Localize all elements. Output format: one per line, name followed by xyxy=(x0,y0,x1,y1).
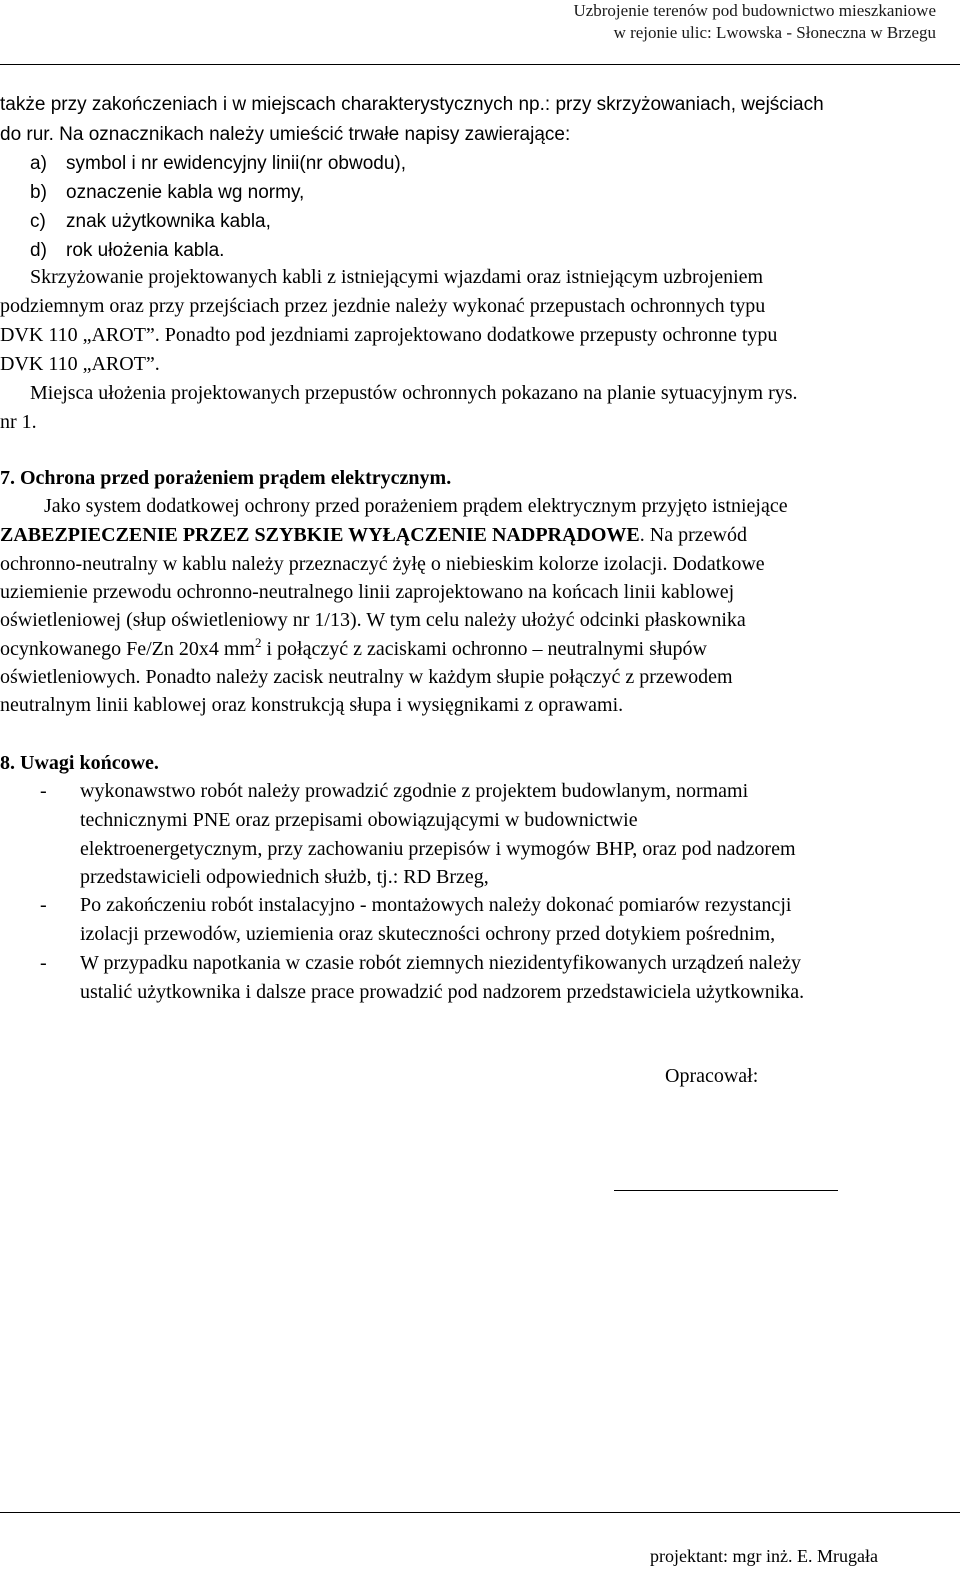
paragraph-line: neutralnym linii kablowej oraz konstrukcją słupa i wysięgnikami z oprawami. xyxy=(0,694,624,716)
paragraph-line: Jako system dodatkowej ochrony przed porażeniem prądem elektrycznym przyjęto istniejące xyxy=(44,495,788,517)
paragraph-line xyxy=(0,636,707,662)
list-item xyxy=(30,151,407,177)
list-marker: d) xyxy=(30,240,47,261)
bullet-line: wykonawstwo robót należy prowadzić zgodnie z projektem budowlanym, normami xyxy=(80,780,749,802)
paragraph-line xyxy=(0,522,747,548)
list-marker: a) xyxy=(30,153,47,174)
section-8-heading: 8. Uwagi końcowe. xyxy=(0,752,159,774)
list-text: znak użytkownika kabla, xyxy=(66,211,271,232)
bullet-line: technicznymi PNE oraz przepisami obowiązującymi w budownictwie xyxy=(80,809,638,831)
header-divider xyxy=(0,64,960,65)
list-text: rok ułożenia kabla. xyxy=(66,240,225,261)
intro-line-1: także przy zakończeniach i w miejscach charakterystycznych np.: przy skrzyżowaniach, wejściach xyxy=(0,94,824,115)
list-text: symbol i nr ewidencyjny linii(nr obwodu), xyxy=(66,153,407,174)
list-marker: b) xyxy=(30,182,47,203)
signature-line xyxy=(614,1190,838,1191)
paragraph-line: nr 1. xyxy=(0,411,37,433)
paragraph-line: uziemienie przewodu ochronno-neutralnego linii zaprojektowano na końcach linii kablowej xyxy=(0,581,735,603)
bullet-line: przedstawicieli odpowiednich służb, tj.: RD Brzeg, xyxy=(80,866,489,888)
inline-text: i połączyć z zaciskami ochronno – neutralnymi słupów xyxy=(261,638,707,660)
list-item xyxy=(30,180,305,206)
emphasis-text: ZABEZPIECZENIE PRZEZ SZYBKIE WYŁĄCZENIE NADPRĄDOWE xyxy=(0,524,640,546)
intro-line-2: do rur. Na oznacznikach należy umieścić trwałe napisy zawierające: xyxy=(0,124,571,145)
bullet-dash: - xyxy=(40,780,47,802)
paragraph-line: ochronno-neutralny w kablu należy przeznaczyć żyłę o niebieskim kolorze izolacji. Dodatkowe xyxy=(0,553,765,575)
bullet-dash: - xyxy=(40,894,47,916)
bullet-line: izolacji przewodów, uziemienia oraz skuteczności ochrony przed dotykiem pośrednim, xyxy=(80,923,776,945)
list-item xyxy=(30,238,225,264)
paragraph-line: oświetleniowych. Ponadto należy zacisk neutralny w każdym słupie połączyć z przewodem xyxy=(0,666,733,688)
page-header xyxy=(573,0,936,44)
list-item xyxy=(30,209,271,235)
bullet-line: ustalić użytkownika i dalsze prace prowadzić pod nadzorem przedstawiciela użytkownika. xyxy=(80,981,805,1003)
header-line-1: Uzbrojenie terenów pod budownictwo mieszkaniowe xyxy=(573,1,936,20)
inline-text: . Na przewód xyxy=(639,524,747,546)
list-marker: c) xyxy=(30,211,46,232)
list-text: oznaczenie kabla wg normy, xyxy=(66,182,305,203)
paragraph-line: Miejsca ułożenia projektowanych przepustów ochronnych pokazano na planie sytuacyjnym rys. xyxy=(30,382,798,404)
paragraph-line: podziemnym oraz przy przejściach przez jezdnie należy wykonać przepustach ochronnych typu xyxy=(0,295,766,317)
footer-divider xyxy=(0,1512,960,1513)
bullet-line: elektroenergetycznym, przy zachowaniu przepisów i wymogów BHP, oraz pod nadzorem xyxy=(80,838,796,860)
header-line-2: w rejonie ulic: Lwowska - Słoneczna w Brzegu xyxy=(613,23,936,42)
bullet-line: Po zakończeniu robót instalacyjno - montażowych należy dokonać pomiarów rezystancji xyxy=(80,894,792,916)
inline-text: ocynkowanego Fe/Zn 20x4 mm xyxy=(0,638,255,660)
paragraph-line: DVK 110 „AROT”. Ponadto pod jezdniami zaprojektowano dodatkowe przepusty ochronne typu xyxy=(0,324,778,346)
paragraph-line: DVK 110 „AROT”. xyxy=(0,353,160,375)
signature-label: Opracował: xyxy=(665,1065,759,1087)
footer-text: projektant: mgr inż. E. Mrugała xyxy=(650,1546,878,1566)
bullet-dash: - xyxy=(40,952,47,974)
section-7-heading: 7. Ochrona przed porażeniem prądem elektrycznym. xyxy=(0,467,452,489)
paragraph-line: oświetleniowej (słup oświetleniowy nr 1/13). W tym celu należy ułożyć odcinki płaskownika xyxy=(0,609,746,631)
bullet-line: W przypadku napotkania w czasie robót ziemnych niezidentyfikowanych urządzeń należy xyxy=(80,952,801,974)
superscript: 2 xyxy=(254,635,262,650)
paragraph-line: Skrzyżowanie projektowanych kabli z istniejącymi wjazdami oraz istniejącym uzbrojeniem xyxy=(30,266,764,288)
